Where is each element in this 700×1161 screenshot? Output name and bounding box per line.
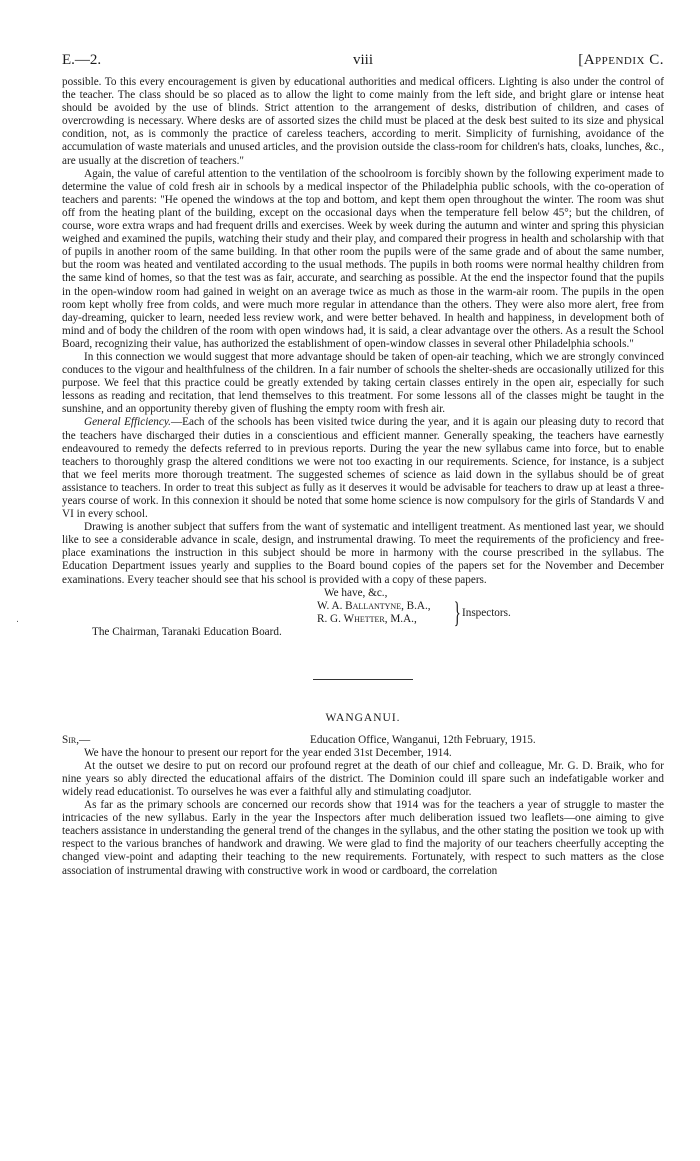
closing-phrase: We have, &c., — [324, 586, 388, 599]
salutation: Sir,— — [62, 733, 91, 746]
page-header — [62, 52, 664, 76]
paragraph-open-air: In this connection we would suggest that more advantage should be taken of open-air teaching, which we are strongly convinced conduces to the vigour and healthfulness of the children. In a fair number of schools the shelter-sheds are occasionally utilized for this purpose. We feel that this practice could be greatly extended by taking certain classes entirely in the open air, especially for such lessons as reading and recitation, that lend themselves to this treatment. For some lessons all of the classes might be taught in the sunshine, and an opportunity thereby given of flushing the empty room with fresh air. — [62, 350, 664, 416]
report-body-top — [62, 76, 664, 587]
signature-block — [62, 587, 664, 641]
document-page — [62, 52, 664, 878]
office-dateline: Education Office, Wanganui, 12th February, 1915. — [310, 733, 536, 746]
paragraph-regret: At the outset we desire to put on record our profound regret at the death of our chief and colleague, Mr. G. D. Braik, who for nine years so ably directed the educational affairs of the district. The Dominion could ill spare such an indefatigable worker and widely read educationist. To ourselves he was ever a faithful ally and stimulating coadjutor. — [62, 759, 664, 798]
paragraph-honour: We have the honour to present our report for the year ended 31st December, 1914. — [84, 746, 452, 759]
salutation-line — [62, 734, 664, 747]
report-body-bottom — [62, 747, 664, 878]
inspectors-label: Inspectors. — [462, 606, 511, 619]
efficiency-text: —Each of the schools has been visited twice during the year, and it is again our pleasing duty to record that the teachers have discharged their duties in a conscientious and efficient manner. Generally speaking, the teachers have earnestly endeavoured to remedy the defects referred to in previous reports. During the year the new syllabus came into force, but to enable teachers to thoroughly grasp the altered conditions we were not too exacting in our requirements. Science, for instance, is a subject that we feel merits more thorough treatment. The suggested schemes of science as laid down in the syllabus should be of great assistance to teachers. In order to treat this subject as fully as it deserves it would be advisable for teachers to draw up at least a three-years course of work. In this connexion it should be noted that some home science is now compulsory for the girls of Standards V and VI in every school. — [62, 416, 665, 521]
page-code: E.—2. — [62, 52, 102, 68]
paragraph-primary-schools: As far as the primary schools are concerned our records show that 1914 was for the teachers a year of struggle to master the intricacies of the new syllabus. Early in the year the Inspectors after much deliberation issued two leaflets—one aiming to give teachers assistance in understanding the general trend of the changes in the syllabus, and the other stating the position we took up with respect to the various branches of handwork and drawing. We were glad to find the majority of our teachers cheerfully accepting the changed view-point and adapting their teaching to the new requirements. Fortunately, with respect to such matters as the close association of instrumental drawing with constructive work in wood or cardboard, the correlation — [62, 799, 664, 877]
signatory-ballantyne: W. A. Ballantyne, B.A., — [317, 599, 431, 612]
paragraph-drawing: Drawing is another subject that suffers from the want of systematic and intelligent treatment. As mentioned last year, we should like to see a considerable advance in scale, design, and instrumental drawing. To meet the requirements of the proficiency and free-place examinations the instruction in this subject should be more in harmony with the course prescribed in the syllabus. The Education Department issues yearly and supplies to the Board bound copies of the papers set for the November and December examinations. Every teacher should see that his school is provided with a copy of these papers. — [62, 521, 664, 586]
efficiency-heading: General Efficiency. — [84, 416, 171, 429]
brace-glyph: } — [453, 595, 461, 629]
margin-mark: ᐧ — [16, 617, 19, 628]
page-number: viii — [352, 52, 373, 68]
section-divider — [313, 679, 413, 680]
paragraph-general-efficiency — [62, 416, 664, 521]
appendix-label: [Appendix C. — [578, 52, 664, 68]
paragraph-ventilation: Again, the value of careful attention to the ventilation of the schoolroom is forcibly shown by the following experiment made to determine the value of cold fresh air in schools by a medical inspector of the Philadelphia public schools, with the co-operation of teachers and parents: "He opened the windows at the top and bottom, and kept them open throughout the winter. The room was shut off from the heating plant of the building, except on the occasional days when the temperature fell below 45°; but the children, of course, wore extra wraps and had frequent drills and exercises. Week by week during the autumn and winter and spring this physician weighed and examined the pupils, watching their study and their play, and compared their progress in health and scholarship with that of pupils in another room of the same building. In that other room the pupils were of the same grade and of about the same number, but the room was heated and ventilated according to the usual methods. The pupils in both rooms were normal healthy children from the same kind of homes, so that the test was as fair, accurate, and searching as possible. At the end the inspector found that the pupils in the open-window room had gained in weight on an average twice as much as those in the warm-air room. The pupils in the open room kept wholly free from colds, and were much more regular in attendance than the others. They were also more alert, free from day-dreaming, quicker to learn, needed less review work, and were better behaved. In health and happiness, in development both of mind and of body the children of the room with open windows had, it is said, a clear advantage over the others. As a result the School Board, recognizing their value, has authorized the establishment of open-window classes in several other Philadelphia schools." — [62, 167, 664, 350]
signatory-whetter: R. G. Whetter, M.A., — [317, 612, 417, 625]
addressee: The Chairman, Taranaki Education Board. — [92, 625, 282, 638]
section-title: WANGANUI. — [325, 711, 401, 724]
paragraph-lighting: possible. To this every encouragement is given by educational authorities and medical officers. Lighting is also under the control of the teacher. The class should be so placed as to allow the light to come mainly from the left side, and bright glare or intense heat should be avoided by the use of blinds. Strict attention to the arrangement of desks, distribution of children, and cases of overcrowding is necessary. Where desks are of assorted sizes the child must be placed at the desk best suited to its size and physical condition, not, as is commonly the practice of careless teachers, according to merit. Simplicity of furnishing, avoidance of the accumulation of waste materials and unused articles, and the provision outside the class-room for children's hats, cloaks, lunches, &c., are usually at the discretion of teachers." — [62, 76, 664, 167]
